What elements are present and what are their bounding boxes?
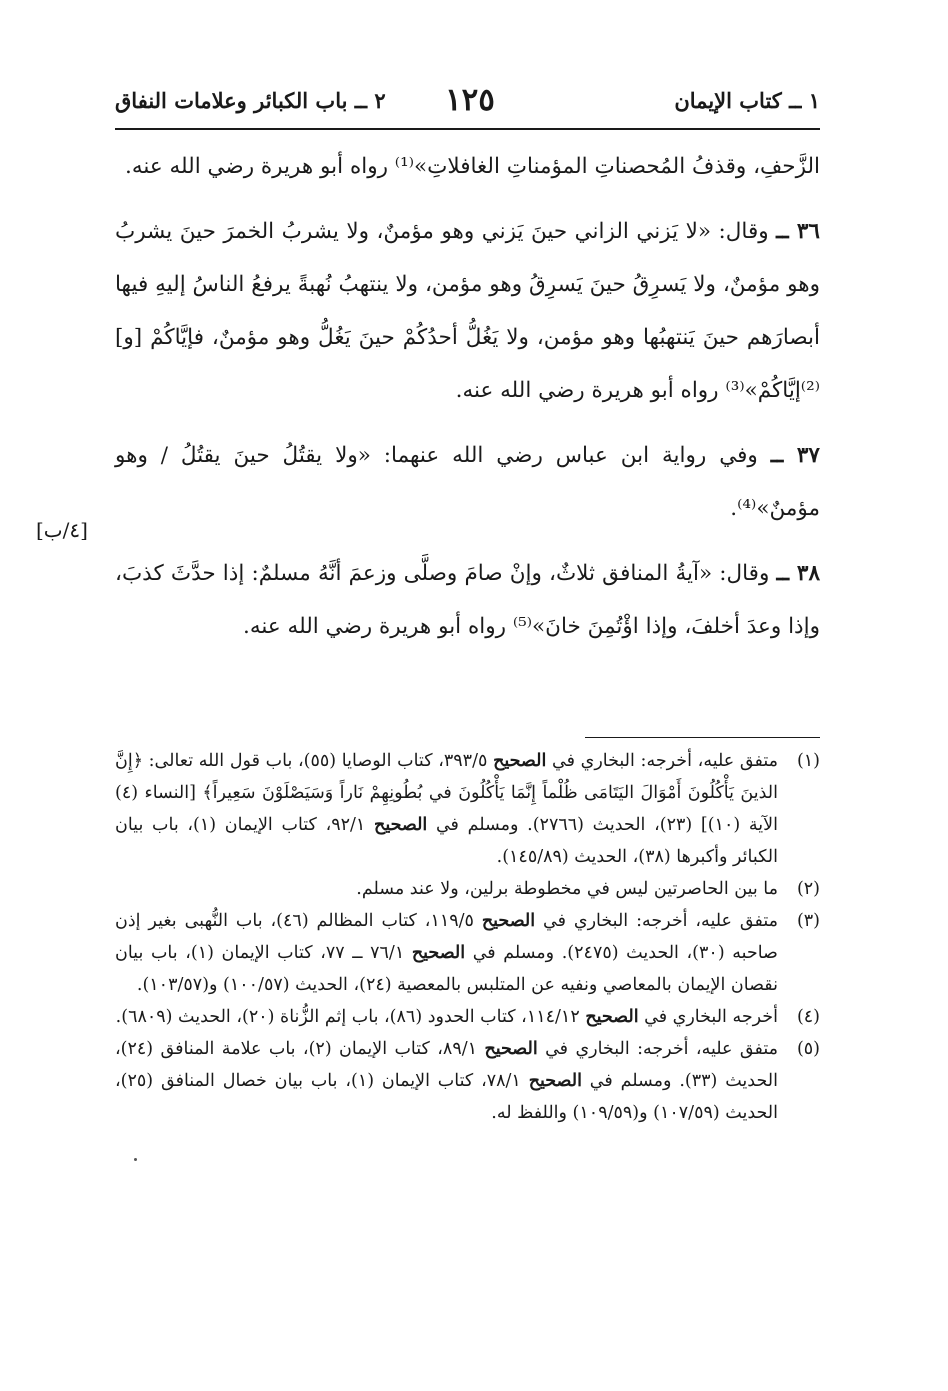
hadith-number: ٣٦ ــ: [776, 219, 820, 244]
hadith-text: وفي رواية ابن عباس رضي الله عنهما: «ولا يقتُلُ حينَ يقتُلُ / وهو مؤمنٌ»⁽⁴⁾.: [115, 443, 820, 521]
hadith-text: وقال: «لا يَزني الزاني حينَ يَزني وهو مؤمنٌ، ولا يشربُ الخمرَ حينَ يشربُ وهو مؤمنٌ، ولا يَسرِقُ حينَ يَسرِقُ وهو مؤمن، ولا ينتهبُ نُهبةً يرفعُ الناسُ إليهِ فيها أبصارَهم حينَ يَنتهبُها وهو مؤمن، ولا يَغُلُّ أحدُكُمْ حينَ يَغُلُّ وهو مؤمنٌ، فإيَّاكُمْ [و]⁽²⁾إيَّاكُمْ»⁽³⁾ رواه أبو هريرة رضي الله عنه.: [115, 219, 820, 403]
hadith-number: ٣٧ ــ: [770, 443, 820, 468]
footnote-text: ما بين الحاصرتين ليس في مخطوطة برلين، ولا عند مسلم.: [356, 879, 778, 899]
footnote-number: (٢): [796, 879, 820, 899]
footnote-text: متفق عليه، أخرجه: البخاري في الصحيح ١١٩/٥، كتاب المظالم (٤٦)، باب النُّهبى بغير إذن صاحبه (٣٠)، الحديث (٢٤٧٥). ومسلم في الصحيح ٧٦/١ ــ ٧٧، كتاب الإيمان (١)، باب بيان نقصان الإيمان بالمعاصي ونفيه عن المتلبس بالمعصية (٢٤)، الحديث (١٠٠/٥٧) و(١٠٣/٥٧).: [115, 911, 778, 995]
hadith-36: [115, 205, 820, 417]
footnote-number: (٥): [796, 1039, 820, 1059]
footnote-5: [115, 1033, 820, 1129]
header-rule: [115, 128, 820, 130]
manuscript-folio-note: [٤/ب]: [36, 518, 88, 542]
page-number: ١٢٥: [445, 82, 495, 118]
footnote-text: متفق عليه، أخرجه: البخاري في الصحيح ٨٩/١، كتاب الإيمان (٢)، باب علامة المنافق (٢٤)، الحديث (٣٣). ومسلم في الصحيح ٧٨/١، كتاب الإيمان (١)، باب بيان خصال المنافق (٢٥)، الحديث (١٠٧/٥٩) و(١٠٩/٥٩) واللفظ له.: [115, 1039, 778, 1123]
main-text: [115, 140, 820, 653]
continuation-paragraph: الزَّحفِ، وقذفُ المُحصناتِ المؤمناتِ الغافلاتِ»⁽¹⁾ رواه أبو هريرة رضي الله عنه.: [125, 154, 820, 179]
hadith-text: وقال: «آيةُ المنافق ثلاثٌ، وإنْ صامَ وصلَّى وزعمَ أنَّهُ مسلمٌ: إذا حدَّثَ كذبَ، وإذا وعدَ أخلفَ، وإذا اؤْتُمِنَ خانَ»⁽⁵⁾ رواه أبو هريرة رضي الله عنه.: [115, 561, 820, 639]
header-book-title: ١ ــ كتاب الإيمان: [674, 88, 820, 113]
footnote-separator: [585, 737, 820, 738]
header-chapter-title: ٢ ــ باب الكبائر وعلامات النفاق: [115, 88, 386, 113]
stray-dot: [134, 1158, 137, 1161]
footnote-number: (٣): [796, 911, 820, 931]
footnote-4: [115, 1001, 820, 1033]
footnote-2: [115, 873, 820, 905]
running-header: [115, 82, 820, 124]
footnote-3: [115, 905, 820, 1001]
footnote-number: (١): [796, 751, 820, 771]
hadith-number: ٣٨ ــ: [776, 561, 820, 586]
footnote-text: أخرجه البخاري في الصحيح ١١٤/١٢، كتاب الحدود (٨٦)، باب إثم الزُّناة (٢٠)، الحديث (٦٨٠٩).: [115, 1007, 778, 1027]
hadith-38: [115, 547, 820, 653]
hadith-37: [115, 429, 820, 535]
footnotes: [115, 745, 820, 1129]
footnote-text: متفق عليه، أخرجه: البخاري في الصحيح ٣٩٣/٥، كتاب الوصايا (٥٥)، باب قول الله تعالى: ﴿إِنَّ الذينَ يَأْكُلُونَ أَمْوَالَ اليَتَامَى ظُلْماً إِنَّمَا يَأْكُلُونَ في بُطُونِهِمْ نَاراً وَسَيَصْلَوْنَ سَعِيراً﴾ [النساء (٤) الآية (١٠)] (٢٣)، الحديث (٢٧٦٦). ومسلم في الصحيح ٩٢/١، كتاب الإيمان (١)، باب بيان الكبائر وأكبرها (٣٨)، الحديث (١٤٥/٨٩).: [115, 751, 778, 867]
footnote-1: [115, 745, 820, 873]
footnote-number: (٤): [796, 1007, 820, 1027]
